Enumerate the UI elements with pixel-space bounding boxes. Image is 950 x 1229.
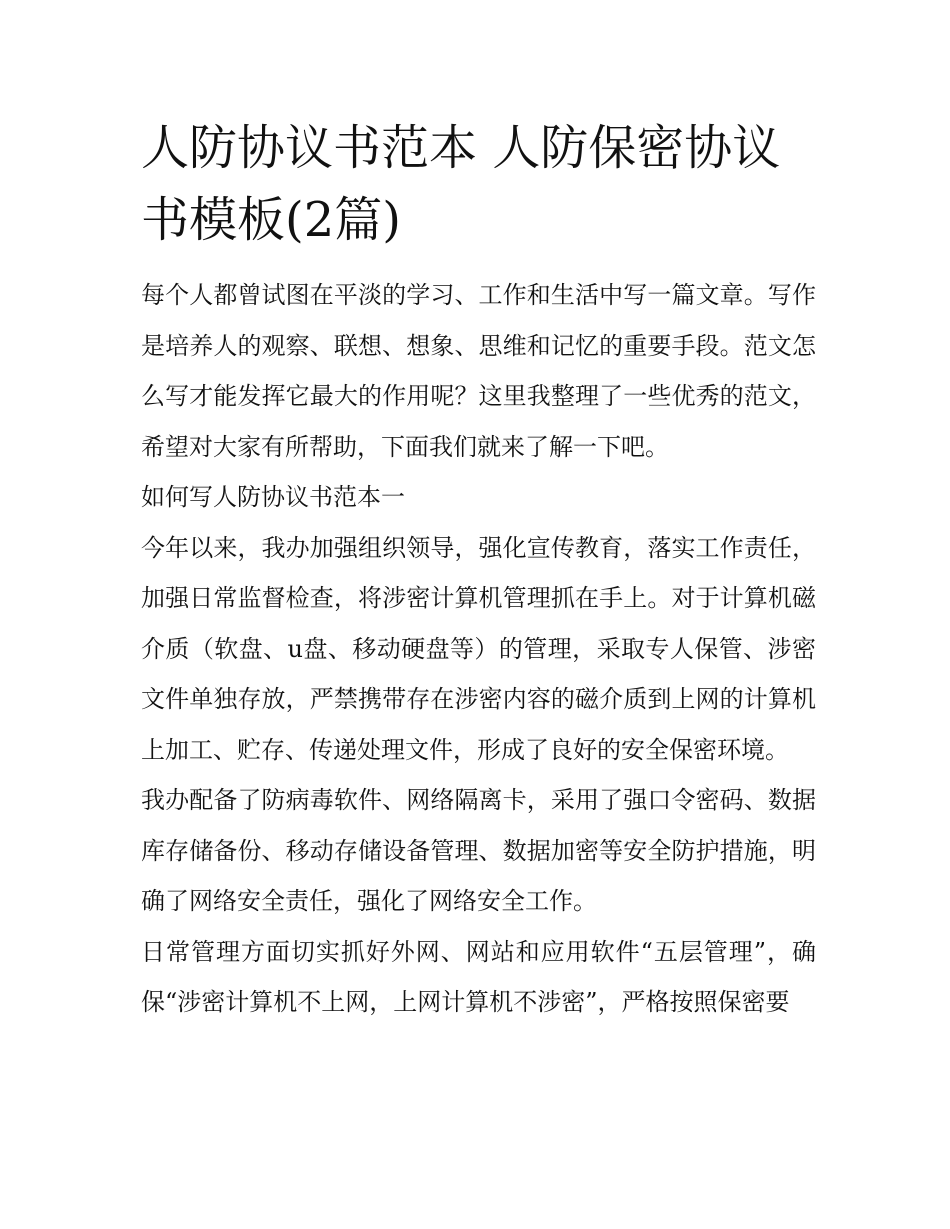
body-paragraph: 我办配备了防病毒软件、网络隔离卡，采用了强口令密码、数据库存储备份、移动存储设备管理、数据加密等安全防护措施，明确了网络安全责任，强化了网络安全工作。	[141, 786, 816, 915]
section-heading: 如何写人防协议书范本一	[141, 483, 405, 511]
body-paragraph: 今年以来，我办加强组织领导，强化宣传教育，落实工作责任，加强日常监督检查，将涉密计算机管理抓在手上。对于计算机磁介质（软盘、u盘、移动硬盘等）的管理，采取专人保管、涉密文件单独存放，严禁携带存在涉密内容的磁介质到上网的计算机上加工、贮存、传递处理文件，形成了良好的安全保密环境。	[141, 533, 816, 764]
document-title: 人防协议书范本 人防保密协议书模板(2篇)	[141, 120, 781, 248]
intro-paragraph: 每个人都曾试图在平淡的学习、工作和生活中写一篇文章。写作是培养人的观察、联想、想象、思维和记忆的重要手段。范文怎么写才能发挥它最大的作用呢？这里我整理了一些优秀的范文，希望对大家有所帮助，下面我们就来了解一下吧。	[141, 281, 816, 461]
body-paragraph: 日常管理方面切实抓好外网、网站和应用软件“五层管理”，确保“涉密计算机不上网，上网计算机不涉密”，严格按照保密要	[141, 937, 816, 1016]
document-body	[141, 112, 816, 1028]
